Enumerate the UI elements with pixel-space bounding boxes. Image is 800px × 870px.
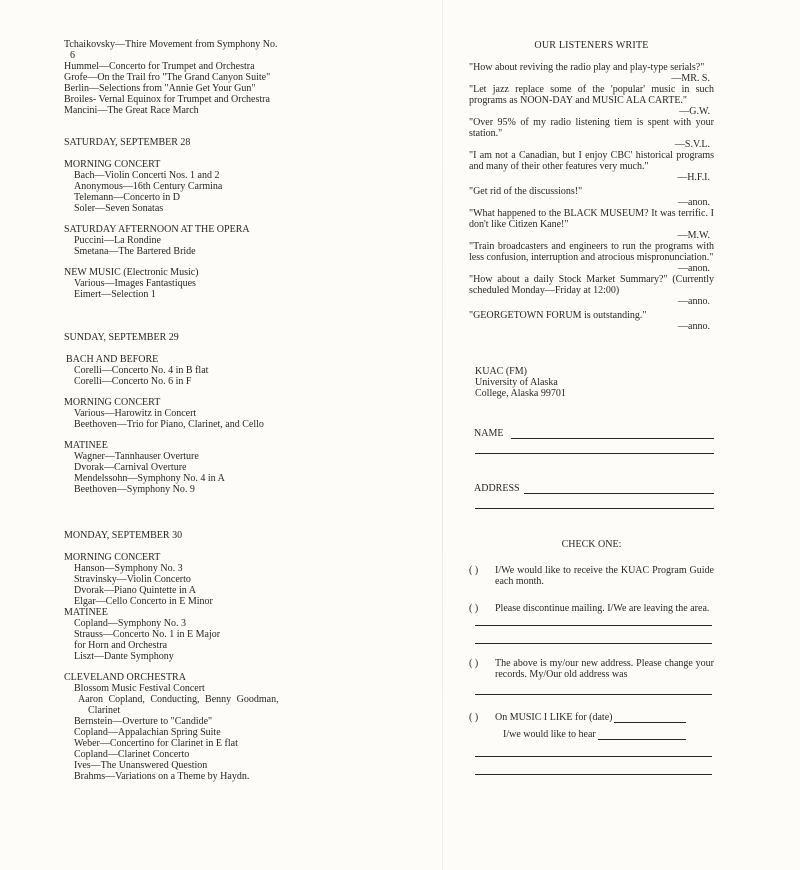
program-item: Mendelssohn—Symphony No. 4 in A bbox=[74, 473, 225, 484]
section-title: NEW MUSIC (Electronic Music) bbox=[64, 267, 199, 278]
program-item: Liszt—Dante Symphony bbox=[74, 651, 174, 662]
listener-quote: "I am not a Canadian, but I enjoy CBC' historical programs and many of their other features very much." bbox=[469, 150, 714, 172]
option-music-i-like[interactable] bbox=[469, 712, 714, 723]
music-line-2[interactable] bbox=[475, 774, 712, 775]
address-line: College, Alaska 99701 bbox=[475, 388, 566, 399]
address-field[interactable] bbox=[469, 483, 714, 494]
hear-field[interactable] bbox=[469, 729, 714, 740]
section-title: CLEVELAND ORCHESTRA bbox=[64, 672, 186, 683]
listener-quote: "GEORGETOWN FORUM is outstanding." bbox=[469, 310, 647, 321]
program-item: Dvorak—Piano Quintette in A bbox=[74, 585, 196, 596]
program-item: Telemann—Concerto in D bbox=[74, 192, 180, 203]
option-text: The above is my/our new address. Please change your records. My/Our old address was bbox=[495, 658, 714, 680]
program-item: Corelli—Concerto No. 6 in F bbox=[74, 376, 192, 387]
program-item: Clarinet bbox=[88, 705, 121, 716]
program-item: Weber—Concertino for Clarinet in E flat bbox=[74, 738, 238, 749]
section-title: MORNING CONCERT bbox=[64, 159, 161, 170]
program-item: Anonymous—16th Century Carmina bbox=[74, 181, 223, 192]
section-title: MATINEE bbox=[64, 607, 108, 618]
section-title: MORNING CONCERT bbox=[64, 397, 161, 408]
program-item: Various—Harowitz in Concert bbox=[74, 408, 197, 419]
program-item: Beethoven—Symphony No. 9 bbox=[74, 484, 195, 495]
day-heading-saturday: SATURDAY, SEPTEMBER 28 bbox=[64, 137, 191, 148]
listener-quote: "Train broadcasters and engineers to run the programs with less confusion, interruption and atrocious mispronunciation." bbox=[469, 241, 714, 263]
quote-signature: —M.W. bbox=[677, 230, 710, 241]
program-item: Copland—Symphony No. 3 bbox=[74, 618, 186, 629]
name-label: NAME bbox=[474, 428, 504, 439]
program-item: Copland—Clarinet Concerto bbox=[74, 749, 190, 760]
program-item: Berlin—Selections from "Annie Get Your Gun" bbox=[64, 83, 256, 94]
program-item: Bach—Violin Concerti Nos. 1 and 2 bbox=[74, 170, 220, 181]
hear-label: I/we would like to hear bbox=[503, 729, 596, 740]
address-line: University of Alaska bbox=[475, 377, 558, 388]
listener-quote: "Over 95% of my radio listening tiem is spent with your station." bbox=[469, 117, 714, 139]
program-item: Grofe—On the Trail fro "The Grand Canyon Suite" bbox=[64, 72, 271, 83]
checkbox-discontinue[interactable]: ( ) bbox=[469, 603, 479, 614]
checkbox-new-address[interactable]: ( ) bbox=[469, 658, 479, 669]
section-title: MORNING CONCERT bbox=[64, 552, 161, 563]
program-schedule-page bbox=[64, 0, 314, 782]
program-item: Wagner—Tannhauser Overture bbox=[74, 451, 199, 462]
program-item: Copland—Appalachian Spring Suite bbox=[74, 727, 221, 738]
program-item: Aaron Copland, Conducting, Benny Goodman, bbox=[78, 694, 279, 705]
checkbox-music-i-like[interactable]: ( ) bbox=[469, 712, 479, 723]
quote-signature: —anno. bbox=[678, 321, 710, 332]
program-item: Corelli—Concerto No. 4 in B flat bbox=[74, 365, 209, 376]
option-new-address[interactable] bbox=[469, 658, 714, 680]
option-text: I/We would like to receive the KUAC Program Guide each month. bbox=[495, 565, 714, 587]
address-line-2[interactable] bbox=[475, 508, 714, 509]
checkbox-receive-guide[interactable]: ( ) bbox=[469, 565, 479, 576]
quote-signature: —MR. S. bbox=[671, 73, 710, 84]
option-discontinue[interactable] bbox=[469, 603, 714, 614]
quote-signature: —S.V.L. bbox=[674, 139, 710, 150]
program-item: for Horn and Orchestra bbox=[74, 640, 168, 651]
quote-signature: —anon. bbox=[678, 197, 710, 208]
name-field[interactable] bbox=[469, 428, 714, 439]
program-item: Stravinsky—Violin Concerto bbox=[74, 574, 191, 585]
check-one-heading: CHECK ONE: bbox=[561, 539, 622, 550]
quote-signature: —anno. bbox=[678, 296, 710, 307]
program-item: Hummel—Concerto for Trumpet and Orchestra bbox=[64, 61, 255, 72]
program-item: Mancini—The Great Race March bbox=[64, 105, 199, 116]
listener-quote: "Let jazz replace some of the 'popular' music in such programs as NOON-DAY and MUSIC ALA CARTE." bbox=[469, 84, 714, 106]
program-item: Beethoven—Trio for Piano, Clarinet, and Cello bbox=[74, 419, 264, 430]
listeners-write-page bbox=[469, 0, 714, 775]
page-fold bbox=[442, 0, 443, 870]
program-item: Soler—Seven Sonatas bbox=[74, 203, 164, 214]
program-item: Ives—The Unanswered Question bbox=[74, 760, 208, 771]
address-line: KUAC (FM) bbox=[475, 366, 527, 377]
page-title: OUR LISTENERS WRITE bbox=[534, 40, 649, 51]
program-item: Brahms—Variations on a Theme by Haydn. bbox=[74, 771, 250, 782]
program-item: Various—Images Fantastiques bbox=[74, 278, 196, 289]
program-item: Bernstein—Overture to "Candide" bbox=[74, 716, 213, 727]
day-heading-sunday: SUNDAY, SEPTEMBER 29 bbox=[64, 332, 179, 343]
name-line[interactable] bbox=[511, 438, 714, 439]
program-item: Tchaikovsky—Thire Movement from Symphony No. bbox=[64, 39, 278, 50]
station-address bbox=[475, 366, 714, 399]
address-label: ADDRESS bbox=[474, 483, 520, 494]
program-item: 6 bbox=[70, 50, 75, 61]
quote-signature: —anon. bbox=[678, 263, 710, 274]
quote-signature: —G.W. bbox=[679, 106, 710, 117]
option-text: Please discontinue mailing. I/We are leaving the area. bbox=[495, 603, 710, 614]
program-item: Blossom Music Festival Concert bbox=[74, 683, 205, 694]
listener-quote: "Get rid of the discussions!" bbox=[469, 186, 583, 197]
program-item: Puccini—La Rondine bbox=[74, 235, 161, 246]
program-item: Dvorak—Carnival Overture bbox=[74, 462, 187, 473]
listener-quote: "What happened to the BLACK MUSEUM? It was terrific. I don't like Citizen Kane!" bbox=[469, 208, 714, 230]
listener-quote: "How about a daily Stock Market Summary?" (Currently scheduled Monday—Friday at 12:00) bbox=[469, 274, 714, 296]
option-text: On MUSIC I LIKE for (date) bbox=[495, 712, 613, 723]
program-item: Strauss—Concerto No. 1 in E Major bbox=[74, 629, 221, 640]
program-item: Eimert—Selection 1 bbox=[74, 289, 156, 300]
day-heading-monday: MONDAY, SEPTEMBER 30 bbox=[64, 530, 183, 541]
address-line-input[interactable] bbox=[524, 493, 714, 494]
date-line[interactable] bbox=[614, 712, 686, 723]
program-item: Elgar—Cello Concerto in E Minor bbox=[74, 596, 213, 607]
quote-signature: —H.F.I. bbox=[677, 172, 710, 183]
program-item: Smetana—The Bartered Bride bbox=[74, 246, 196, 257]
section-title: MATINEE bbox=[64, 440, 108, 451]
program-item: Broiles- Vernal Equinox for Trumpet and Orchestra bbox=[64, 94, 270, 105]
listener-quote: "How about reviving the radio play and play-type serials?" bbox=[469, 62, 705, 73]
program-item: Hanson—Symphony No. 3 bbox=[74, 563, 183, 574]
option-receive-guide[interactable] bbox=[469, 565, 714, 587]
section-title: SATURDAY AFTERNOON AT THE OPERA bbox=[64, 224, 250, 235]
hear-line[interactable] bbox=[598, 739, 686, 740]
section-title: BACH AND BEFORE bbox=[66, 354, 159, 365]
